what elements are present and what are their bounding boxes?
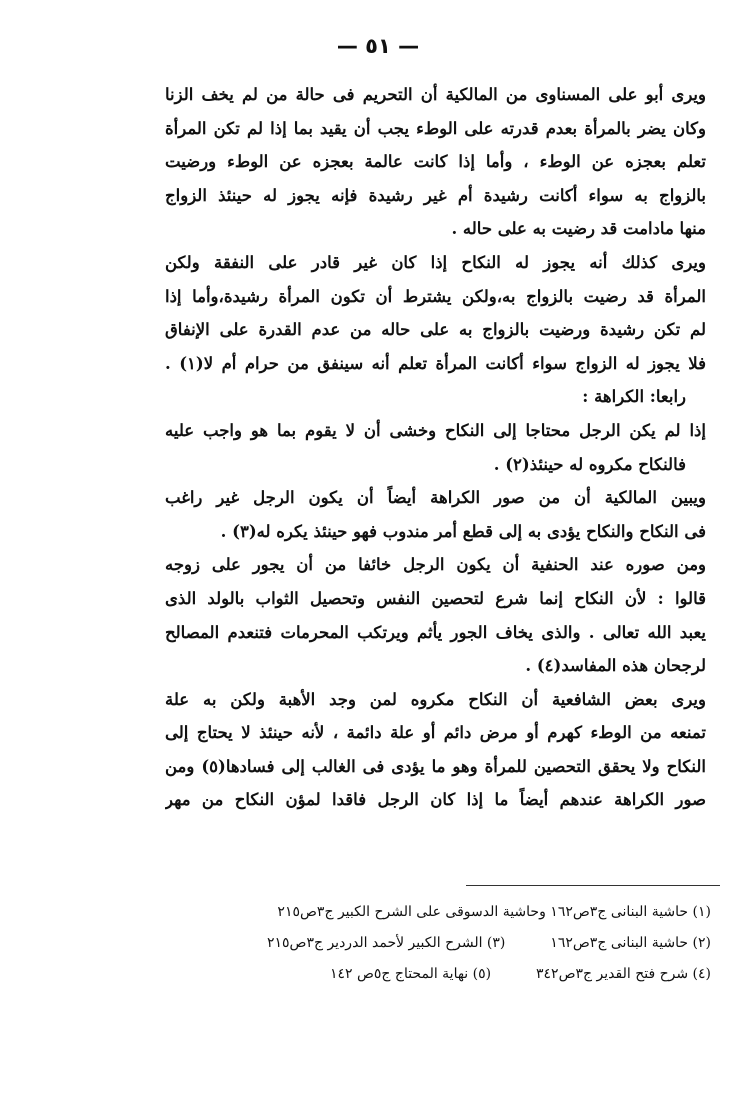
text-line: لرجحان هذه المفاسد(٤) . [525,656,706,676]
text-line: النكاح ولا يحقق التحصين للمرأة وهو ما يؤدى فى الغالب إلى فسادها(٥) ومن [165,756,706,776]
footnote-line [170,928,711,959]
text-line: وكان يضر بالمرأة بعدم قدرته على الوطء يجب أن يقيد بما إذا لم تكن المرأة [165,118,706,138]
text-line: إذا لم يكن الرجل محتاجا إلى النكاح وخشى أن لا يقوم بما هو واجب عليه [165,420,706,440]
text-line: تمنعه من الوطء كهرم أو مرض دائم أو علة دائمة ، لأنه حينئذ لا يحتاج إلى [165,723,706,743]
footnote: (٢) حاشية البنانى ج٣ص١٦٢ [550,935,711,951]
text-line: فى النكاح والنكاح يؤدى به إلى قطع أمر مندوب فهو حينئذ يكره له(٣) . [220,521,706,541]
text-line: بالزواج به سواء أكانت رشيدة أم غير رشيدة فإنه يجوز له حينئذ الزواج [165,185,706,205]
text-line: فلا يجوز له الزواج سواء أكانت المرأة تعلم أنه سينفق من حرام أم لا(١) . [165,353,706,373]
text-line: ويبين المالكية أن من صور الكراهة أيضاً أن يكون الرجل غير راغب [165,488,706,508]
section-heading: رابعا: الكراهة : [582,387,686,407]
text-line: المرأة قد رضيت بالزواج به،ولكن يشترط أن تكون المرأة رشيدة،وأما إذا [165,286,706,306]
text-line: صور الكراهة عندهم أيضاً ما إذا كان الرجل فاقدا لمؤن النكاح من مهر [165,790,706,810]
text-line: تعلم بعجزه عن الوطء ، وأما إذا كانت عالمة بعجزه عن الوطء ورضيت [165,152,706,172]
footnote: (٤) شرح فتح القدير ج٣ص٣٤٢ [536,966,711,982]
footnote: (١) حاشية البنانى ج٣ص١٦٢ وحاشية الدسوقى على الشرح الكبير ج٣ص٢١٥ [277,904,711,920]
text-line: ويرى أبو على المسناوى من المالكية أن التحريم فى حالة من لم يخف الزنا [165,85,706,104]
text-line: قالوا : لأن النكاح إنما شرع لتحصين النفس وتحصيل الثواب بالولد الذى [165,588,706,608]
text-line: منها مادامت قد رضيت به على حاله . [451,219,706,239]
footnote: (٣) الشرح الكبير لأحمد الدردير ج٣ص٢١٥ [266,935,506,951]
footnotes [170,897,711,990]
text-line: ويرى بعض الشافعية أن النكاح مكروه لمن وجد الأهبة ولكن به علة [165,689,706,709]
page-number: — ٥١ — [336,34,420,58]
text-line: ومن صوره عند الحنفية أن يكون الرجل خائفا من أن يجور على زوجه [165,555,706,575]
text-line: يعبد الله تعالى . والذى يخاف الجور يأثم ويرتكب المحرمات فتنعدم المصالح [165,622,706,642]
footnote-divider [466,885,720,886]
text-line: ويرى كذلك أنه يجوز له النكاح إذا كان غير قادر على النفقة ولكن [165,252,706,272]
footnote-line [170,959,711,990]
main-text [165,78,706,817]
text-line: فالنكاح مكروه له حينئذ(٢) . [493,454,686,474]
text-line: لم تكن رشيدة ورضيت بالزواج به على حاله من عدم القدرة على الإنفاق [165,320,706,340]
footnote-line [170,897,711,928]
footnote: (٥) نهاية المحتاج ج٥ص ١٤٢ [329,966,492,982]
